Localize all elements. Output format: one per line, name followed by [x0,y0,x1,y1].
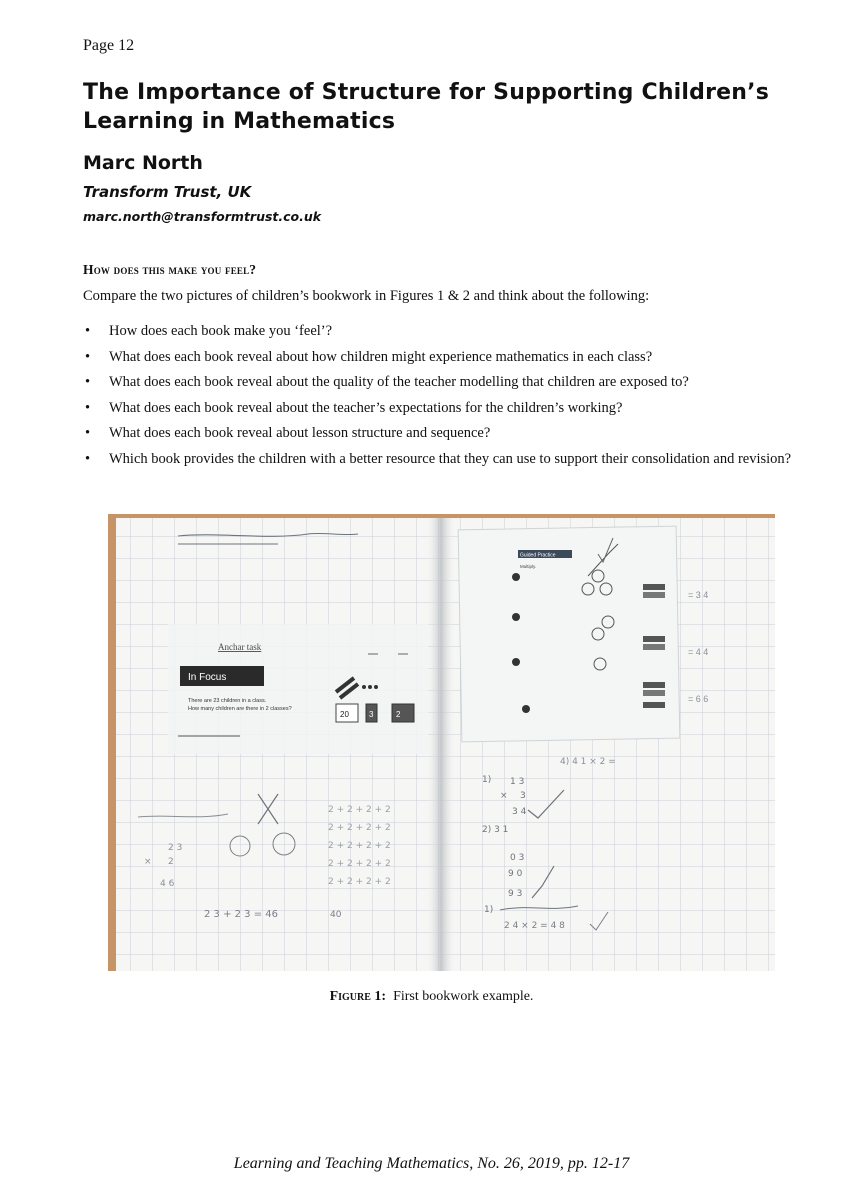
bookwork-photo [108,514,775,971]
svg-text:1): 1) [484,905,494,915]
list-item-text: Which book provides the children with a better resource that they can use to support their consolidation and revision? [109,450,792,467]
question-list [83,320,793,473]
section-heading: How does this make you feel? [83,262,257,277]
problem-line-2: How many children are there in 2 classes? [188,706,292,712]
in-focus-label: In Focus [188,672,227,683]
bullet-icon: • [85,323,91,339]
author-name: Marc North [83,152,203,174]
handwriting-q4: 4) 4 1 × 2 = [560,757,616,767]
bullet-icon: • [85,348,91,365]
article-title: The Importance of Structure for Supporting Children’s Learning in Mathematics [83,80,769,134]
svg-text:2 + 2 + 2 + 2: 2 + 2 + 2 + 2 [328,859,391,869]
section-intro: Compare the two pictures of children’s bookwork in Figures 1 & 2 and think about the following: [83,288,650,304]
list-item-text: What does each book reveal about lesson structure and sequence? [109,425,491,441]
list-item-text: How does each book make you ‘feel’? [109,323,333,339]
svg-text:2 4 × 2 = 4 8: 2 4 × 2 = 4 8 [504,921,565,931]
svg-text:2 + 2 + 2 + 2: 2 + 2 + 2 + 2 [328,805,391,815]
svg-text:2: 2 [168,857,174,867]
svg-text:3 4: 3 4 [512,807,527,817]
svg-text:20: 20 [340,710,349,719]
anchor-task-label: Anchar task [218,642,262,652]
bullet-icon: • [85,399,91,416]
side-answer-1: = 3 4 [688,590,709,600]
svg-text:×: × [500,791,508,801]
anchor-task-sheet [168,624,428,754]
handwriting-equation: 2 3 + 2 3 = 46 [204,909,279,920]
svg-text:2: 2 [396,710,401,719]
svg-text:2 + 2 + 2 + 2: 2 + 2 + 2 + 2 [328,841,391,851]
page-number: Page 12 [83,37,135,54]
svg-text:3: 3 [369,710,374,719]
svg-text:9 0: 9 0 [508,869,523,879]
author-email: marc.north@transformtrust.co.uk [83,209,322,224]
list-item-text: What does each book reveal about how children might experience mathematics in each class? [109,348,653,365]
side-answer-3: = 6 6 [688,694,709,704]
svg-text:1): 1) [482,775,492,785]
svg-text:9 3: 9 3 [508,889,523,899]
svg-text:4 6: 4 6 [160,879,175,889]
svg-text:2 3: 2 3 [168,843,183,853]
figure-caption-label: Figure 1: [329,989,387,1004]
svg-text:2) 3 1: 2) 3 1 [482,825,509,835]
list-item [83,320,793,342]
list-item [83,346,793,368]
handwriting-forty: 40 [330,910,342,920]
svg-text:Guided Practice: Guided Practice [520,552,556,559]
list-item [83,397,793,419]
list-item [83,448,793,470]
bullet-icon: • [85,425,91,441]
list-item [83,422,793,444]
figure-caption-text: First bookwork example. [393,989,534,1004]
notebook-spine [426,518,456,971]
svg-text:2 + 2 + 2 + 2: 2 + 2 + 2 + 2 [328,877,391,887]
side-answer-2: = 4 4 [688,647,709,657]
bullet-icon: • [85,374,91,390]
svg-text:1 3: 1 3 [510,777,525,787]
svg-text:×: × [144,857,152,867]
figure-caption [0,989,863,1005]
bullet-icon: • [85,450,91,467]
list-item-text: What does each book reveal about the quality of the teacher modelling that children are exposed to? [109,374,689,390]
svg-text:0 3: 0 3 [510,853,525,863]
list-item-text: What does each book reveal about the teacher’s expectations for the children’s working? [109,399,623,416]
problem-line-1: There are 23 children in a class. [188,698,267,704]
svg-text:2 + 2 + 2 + 2: 2 + 2 + 2 + 2 [328,823,391,833]
journal-citation: Learning and Teaching Mathematics, No. 26, 2019, pp. 12-17 [233,1155,630,1172]
list-item [83,371,793,393]
guided-practice-sheet [458,526,680,742]
svg-text:Multiply.: Multiply. [520,564,537,569]
author-affiliation: Transform Trust, UK [83,183,252,201]
svg-text:3: 3 [520,791,526,801]
